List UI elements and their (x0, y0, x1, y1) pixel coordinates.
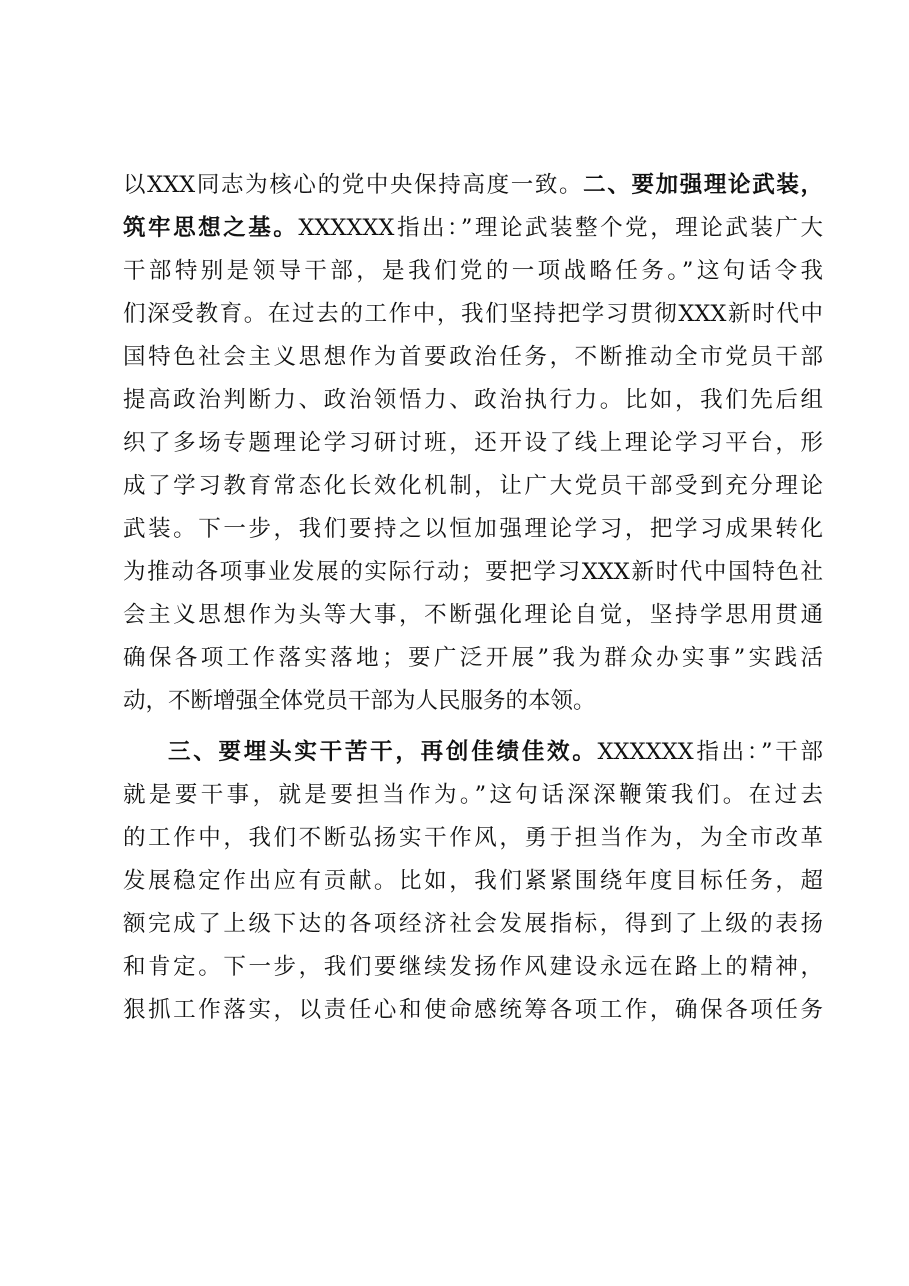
text-line: 们深受教育。在过去的工作中，我们坚持把学习贯彻XXX新时代中 (123, 301, 823, 327)
text-line: 的工作中，我们不断弘扬实干作风，勇于担当作为，为全市改革 (123, 825, 823, 851)
text-line (123, 208, 823, 248)
text-span: XXXXXX指出：”理论武装整个党，理论武装广大 (298, 215, 823, 241)
text-line (168, 732, 823, 772)
text-line: 织了多场专题理论学习研讨班，还开设了线上理论学习平台，形 (123, 430, 823, 456)
text-line: 干部特别是领导干部，是我们党的一项战略任务。”这句话令我 (123, 258, 823, 284)
text-line: 提高政治判断力、政治领悟力、政治执行力。比如，我们先后组 (123, 387, 823, 413)
text-line: 和肯定。下一步，我们要继续发扬作风建设永远在路上的精神， (123, 954, 823, 980)
text-line (123, 165, 823, 205)
text-line: 发展稳定作出应有贡献。比如，我们紧紧围绕年度目标任务，超 (123, 868, 823, 894)
bold-heading-span: 二、要加强理论武装， (583, 172, 823, 198)
text-line: 动，不断增强全体党员干部为人民服务的本领。 (123, 688, 596, 714)
text-line: 就是要干事，就是要担当作为。”这句话深深鞭策我们。在过去 (123, 782, 823, 808)
text-line: 狠抓工作落实，以责任心和使命感统筹各项工作，确保各项任务 (123, 997, 823, 1023)
bold-heading-span: 三、要埋头实干苦干，再创佳绩佳效。 (168, 739, 598, 765)
text-line: 武装。下一步，我们要持之以恒加强理论学习，把学习成果转化 (123, 516, 823, 542)
text-line: 国特色社会主义思想作为首要政治任务，不断推动全市党员干部 (123, 344, 823, 370)
text-span: 以XXX同志为核心的党中央保持高度一致。 (123, 172, 584, 198)
text-line: 额完成了上级下达的各项经济社会发展指标，得到了上级的表扬 (123, 911, 823, 937)
text-line: 会主义思想作为头等大事，不断强化理论自觉，坚持学思用贯通 (123, 602, 823, 628)
text-line: 为推动各项事业发展的实际行动；要把学习XXX新时代中国特色社 (123, 559, 823, 585)
bold-heading-span: 筑牢思想之基。 (123, 215, 299, 241)
text-span: XXXXXX指出：”干部 (597, 739, 823, 765)
text-line: 成了学习教育常态化长效化机制，让广大党员干部受到充分理论 (123, 473, 823, 499)
text-line: 确保各项工作落实落地；要广泛开展”我为群众办实事”实践活 (123, 645, 823, 671)
